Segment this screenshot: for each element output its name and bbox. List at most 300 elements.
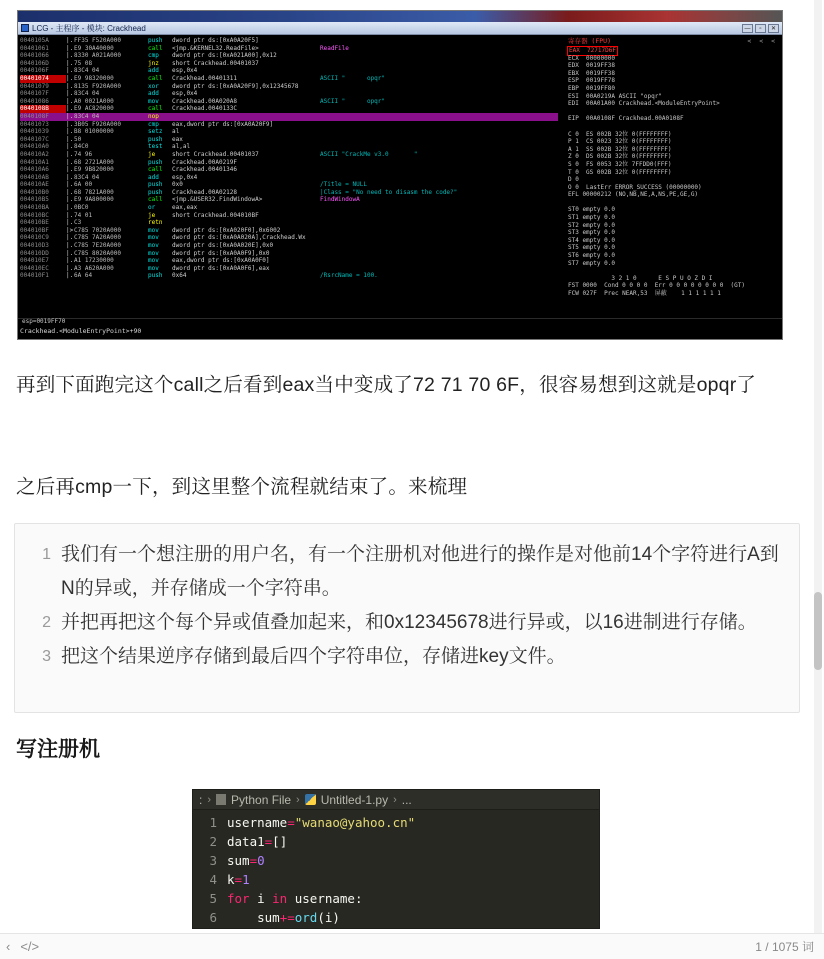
instruction-bytes: 75 08 — [74, 59, 93, 67]
registers-header — [566, 37, 780, 47]
instruction-operands: short Crackhead.00401037 — [172, 150, 259, 158]
flow-marker: |. — [66, 67, 74, 75]
minimize-button[interactable]: — — [742, 24, 753, 33]
register-line[interactable]: A 1 SS 002B 32位 0(FFFFFFFF) — [568, 145, 672, 153]
register-line[interactable]: EBX 0019FF38 — [568, 69, 615, 77]
code-line[interactable] — [193, 851, 599, 870]
flow-marker: |. — [66, 150, 74, 158]
instruction-address: 0040107C — [20, 135, 49, 143]
code-token: += — [279, 910, 295, 925]
register-line[interactable]: T 0 GS 002B 32位 0(FFFFFFFF) — [568, 168, 672, 176]
disassembly-comment — [320, 250, 558, 258]
code-line[interactable] — [193, 832, 599, 851]
instruction-address: 004010BF — [20, 226, 49, 234]
disassembly-comment: /RsrcName = 100. — [320, 272, 378, 280]
window-controls[interactable] — [742, 24, 782, 33]
instruction-mnemonic: mov — [148, 249, 159, 257]
instruction-address: 0040106D — [20, 59, 49, 67]
instruction-operands: dword ptr ds:[0xA0A20F9],0x12345678 — [172, 82, 299, 90]
heading-write-keygen: 写注册机 — [16, 738, 100, 761]
instruction-bytes: E9 AC820000 — [74, 105, 114, 113]
register-line[interactable]: EBP 0019FF80 — [568, 84, 615, 92]
flow-marker: |. — [66, 112, 74, 120]
step-text: 并把再把这个每个异或值叠加起来，和0x12345678进行异或，以16进制进行存储。 — [61, 612, 757, 633]
instruction-address: 004010BE — [20, 219, 49, 227]
code-token: = — [264, 834, 273, 849]
instruction-mnemonic: push — [148, 135, 163, 143]
page-scrollbar-thumb[interactable] — [814, 592, 822, 670]
code-line-number: 2 — [209, 834, 217, 849]
instruction-address: 004010F1 — [20, 272, 49, 280]
instruction-mnemonic: mov — [148, 234, 159, 242]
register-line[interactable] — [566, 123, 780, 131]
instruction-bytes: 74 96 — [74, 150, 93, 158]
code-line-number: 1 — [209, 815, 217, 830]
instruction-operands: Crackhead.0040133C — [172, 105, 238, 113]
step-item — [42, 606, 781, 640]
status-bar-left[interactable] — [0, 939, 39, 954]
code-icon[interactable]: </> — [20, 939, 40, 954]
instruction-bytes: E9 9B820000 — [74, 166, 114, 174]
flow-marker: |. — [66, 242, 74, 250]
instruction-address: 00401086 — [20, 97, 49, 105]
instruction-mnemonic: push — [148, 181, 163, 189]
flow-marker: |. — [66, 234, 74, 242]
code-token: "wanao@yahoo.cn" — [294, 815, 416, 830]
register-line[interactable]: FCW 027F Prec NEAR,53 屏蔽 1 1 1 1 1 1 — [568, 290, 721, 297]
register-line[interactable]: EIP 00A0108F Crackhead.00A0108F — [568, 115, 684, 123]
instruction-operands: <jmp.&USER32.FindWindowA> — [172, 196, 263, 204]
register-line[interactable]: ST1 empty 0.0 — [568, 214, 615, 222]
disassembly-comment: ASCII "CrackMe v3.0 " — [320, 150, 418, 158]
disassembly-comment — [320, 113, 558, 121]
instruction-mnemonic: call — [148, 196, 163, 204]
code-line-number: 6 — [209, 910, 217, 925]
disassembly-comment — [320, 234, 558, 242]
instruction-bytes: 3B05 F920A000 — [74, 120, 121, 128]
step-number: 3 — [42, 648, 51, 665]
instruction-address: 004010EC — [20, 264, 49, 272]
breadcrumb-overflow[interactable]: ... — [401, 792, 412, 807]
flow-marker: |. — [66, 272, 74, 280]
register-line[interactable]: FST 0000 Cond 0 0 0 0 Err 0 0 0 0 0 0 0 0 (GT) — [568, 282, 746, 290]
instruction-bytes: C785 8020A000 — [74, 249, 121, 257]
disassembly-comment — [320, 105, 558, 113]
instruction-operands: al — [172, 128, 180, 136]
code-editor-lines[interactable] — [193, 810, 599, 927]
instruction-address: 00401039 — [20, 128, 49, 136]
register-line[interactable]: EDI 00A01A00 Crackhead.<ModuleEntryPoint> — [568, 100, 720, 108]
code-token: in — [272, 891, 288, 906]
debugger-window-title: LCG - 主程序 - 模块: Crackhead — [32, 23, 146, 33]
flow-marker: |. — [66, 52, 74, 60]
disassembly-comment: ASCII " opqr" — [320, 74, 386, 82]
register-line[interactable]: ST2 empty 0.0 — [568, 221, 615, 229]
instruction-bytes: 68 7821A000 — [74, 188, 114, 196]
instruction-mnemonic: push — [148, 188, 163, 196]
disassembly-comment — [320, 136, 558, 144]
instruction-operands: eax,eax — [172, 204, 198, 212]
instruction-address: 0040107F — [20, 90, 49, 98]
code-line-text — [227, 813, 415, 832]
debugger-status-line: esp=0019FF70 — [22, 318, 66, 325]
code-line-text — [227, 908, 340, 927]
instruction-address: 0040108F — [20, 112, 49, 120]
code-token: = — [287, 815, 295, 830]
code-line[interactable] — [193, 870, 599, 889]
code-token: = — [249, 853, 258, 868]
instruction-operands: al,al — [172, 143, 191, 151]
instruction-operands: <jmp.&KERNEL32.ReadFile> — [172, 44, 259, 52]
chevron-right-icon: › — [393, 793, 397, 806]
debugger-body — [18, 35, 782, 339]
instruction-bytes: 68 2721A000 — [74, 158, 114, 166]
disassembly-comment — [320, 128, 558, 136]
code-token: sum — [227, 853, 250, 868]
debugger-titlebar — [18, 22, 782, 35]
instruction-operands: Crackhead.00A02128 — [172, 188, 238, 196]
register-line[interactable]: ST7 empty 0.0 — [568, 259, 615, 267]
instruction-operands: esp,0x4 — [172, 67, 198, 75]
instruction-bytes: 6A 64 — [74, 272, 93, 280]
instruction-operands: 0x0 — [172, 181, 183, 189]
registers-nav-icons[interactable]: < < < — [747, 37, 777, 46]
instruction-mnemonic: push — [148, 272, 163, 280]
code-line-number: 3 — [209, 853, 217, 868]
flow-marker: |. — [66, 44, 74, 52]
register-line[interactable]: ST6 empty 0.0 — [568, 252, 615, 260]
instruction-mnemonic: call — [148, 74, 163, 82]
instruction-operands: Crackhead.00401346 — [172, 166, 238, 174]
instruction-bytes: E9 9A800000 — [74, 196, 114, 204]
instruction-operands: esp,0x4 — [172, 173, 198, 181]
instruction-mnemonic: mov — [148, 97, 159, 105]
maximize-button[interactable]: ▫ — [755, 24, 766, 33]
instruction-bytes: C785 7A20A000 — [74, 234, 121, 242]
disassembly-pane[interactable] — [20, 37, 558, 312]
disassembly-comment — [320, 166, 558, 174]
register-line[interactable]: ECX 00000000 — [568, 54, 615, 62]
instruction-address: 0040106F — [20, 67, 49, 75]
flow-marker: |. — [66, 257, 74, 265]
register-line[interactable]: 3 2 1 0 E S P U O Z D I — [568, 274, 713, 282]
breadcrumb-root[interactable]: : — [199, 792, 203, 807]
instruction-bytes: 74 01 — [74, 211, 93, 219]
paragraph-1: 再到下面跑完这个call之后看到eax当中变成了72 71 70 6F，很容易想到这就是opqr了 — [16, 374, 757, 396]
instruction-mnemonic: je — [148, 211, 156, 219]
chevron-right-icon: › — [296, 793, 300, 806]
instruction-address: 004010BA — [20, 204, 49, 212]
flow-marker: |. — [66, 211, 74, 219]
instruction-bytes: 0BC0 — [74, 204, 89, 212]
code-token: (i) — [317, 910, 340, 925]
instruction-mnemonic: call — [148, 105, 163, 113]
instruction-mnemonic: push — [148, 37, 163, 44]
close-button[interactable]: ✕ — [768, 24, 779, 33]
register-line[interactable]: ESI 00A0219A ASCII "opqr" — [568, 92, 662, 100]
instruction-operands: dword ptr ds:[0xA021A00],0x12 — [172, 52, 277, 60]
flow-marker: |. — [66, 37, 74, 44]
python-icon — [305, 794, 316, 805]
instruction-bytes: A0 0021A000 — [74, 97, 114, 105]
instruction-address: 004010A6 — [20, 166, 49, 174]
code-token: 0 — [257, 853, 265, 868]
register-line[interactable] — [566, 267, 780, 275]
editor-breadcrumb[interactable] — [193, 790, 599, 810]
code-token: 1 — [242, 872, 250, 887]
flow-marker: |> — [66, 226, 74, 234]
code-line[interactable] — [193, 813, 599, 832]
register-line[interactable]: EDX 0019FF38 — [568, 62, 615, 70]
register-eax-highlight: EAX 72717D6F — [569, 47, 616, 54]
flow-marker: |. — [66, 90, 74, 98]
flow-marker: |. — [66, 128, 74, 136]
flow-marker: |. — [66, 82, 74, 90]
instruction-bytes: A3 A620A000 — [74, 264, 114, 272]
instruction-bytes: 84C0 — [74, 143, 89, 151]
instruction-operands: eax — [172, 135, 183, 143]
instruction-operands: short Crackhead.00401037 — [172, 59, 259, 67]
flow-marker: |. — [66, 181, 74, 189]
instruction-bytes: 6A 00 — [74, 181, 93, 189]
instruction-address: 004010DD — [20, 249, 49, 257]
step-number: 2 — [42, 614, 51, 631]
instruction-mnemonic: mov — [148, 242, 159, 250]
disassembly-comment: |Class = "No need to disasm the code?" — [320, 188, 458, 196]
step-item — [42, 538, 781, 606]
instruction-operands: esp,0x4 — [172, 90, 198, 98]
instruction-operands: dword ptr ds:[0xA0A020A],Crackhead.Wx — [172, 234, 306, 242]
disassembly-comment — [320, 67, 558, 75]
instruction-mnemonic: mov — [148, 257, 159, 265]
instruction-mnemonic: call — [148, 44, 163, 52]
code-line-number: 4 — [209, 872, 217, 887]
flow-marker: |. — [66, 74, 74, 82]
disassembly-comments-column — [320, 37, 558, 280]
register-line[interactable]: Z 0 DS 002B 32位 0(FFFFFFFF) — [568, 153, 672, 161]
code-line[interactable] — [193, 908, 599, 927]
instruction-operands: dword ptr ds:[0xA0A020E],0x0 — [172, 242, 274, 250]
flow-marker: |. — [66, 249, 74, 257]
register-line[interactable] — [566, 108, 780, 116]
instruction-address: 004010B0 — [20, 188, 49, 196]
instruction-mnemonic: cmp — [148, 52, 159, 60]
code-token: sum — [227, 910, 280, 925]
code-line[interactable] — [193, 889, 599, 908]
steps-callout — [14, 523, 800, 713]
app-icon — [21, 24, 29, 32]
instruction-mnemonic: retn — [148, 219, 163, 227]
instruction-mnemonic: jnz — [148, 59, 159, 67]
debugger-toolbar-strip — [18, 11, 782, 22]
instruction-operands: dword ptr ds:[0xA0A0F9],0x0 — [172, 249, 270, 257]
step-text: 我们有一个想注册的用户名，有一个注册机对他进行的操作是对他前14个字符进行A到N的异或，并存储成一个字符串。 — [61, 544, 779, 599]
instruction-mnemonic: je — [148, 150, 156, 158]
disassembly-comment — [320, 52, 558, 60]
register-line[interactable]: ST3 empty 0.0 — [568, 229, 615, 237]
instruction-address: 0040108B — [20, 105, 66, 113]
register-line[interactable]: O 0 LastErr ERROR_SUCCESS (00000000) — [568, 183, 702, 191]
instruction-operands: Crackhead.00A0219F — [172, 158, 238, 166]
code-token: ord — [294, 910, 318, 925]
debugger-footer: Crackhead.<ModuleEntryPoint>+90 — [20, 327, 142, 335]
page-scrollbar-track[interactable] — [814, 0, 822, 940]
instruction-operands: eax,dword ptr ds:[0xA0A20F9] — [172, 120, 274, 128]
instruction-address: 00401066 — [20, 52, 49, 60]
register-line[interactable]: ST0 empty 0.0 — [568, 206, 615, 214]
disassembly-comment: /Title = NULL — [320, 181, 367, 189]
register-line[interactable]: ST5 empty 0.0 — [568, 244, 615, 252]
instruction-address: 00401073 — [20, 120, 49, 128]
flow-marker: |. — [66, 188, 74, 196]
code-token: i — [249, 891, 273, 906]
code-line-text — [227, 832, 287, 851]
instruction-address: 00401061 — [20, 44, 49, 52]
instruction-mnemonic: call — [148, 166, 163, 174]
instruction-address: 004010A2 — [20, 150, 49, 158]
instruction-bytes: FF35 F520A000 — [74, 37, 121, 44]
code-line-text — [227, 889, 362, 908]
code-token: for — [227, 891, 250, 906]
disassembly-comment — [320, 227, 558, 235]
code-line-text — [227, 870, 250, 889]
instruction-mnemonic: xor — [148, 82, 159, 90]
paragraph-2: 之后再cmp一下，到这里整个流程就结束了。来梳理 — [16, 476, 468, 498]
flow-marker: |. — [66, 204, 74, 212]
flow-marker: |. — [66, 105, 74, 113]
instruction-operands: short Crackhead.004010BF — [172, 211, 259, 219]
disassembly-comment — [320, 90, 558, 98]
instruction-operands: dword ptr ds:[0xA0A0F6],eax — [172, 264, 270, 272]
disassembly-comment: ReadFile — [320, 44, 349, 52]
register-line[interactable]: EFL 00000212 (NO,NB,NE,A,NS,PE,GE,G) — [568, 191, 699, 199]
instruction-mnemonic: add — [148, 67, 159, 75]
disassembly-comment — [320, 257, 558, 265]
disassembly-comment — [320, 60, 558, 68]
flow-marker: |. — [66, 196, 74, 204]
code-line-number: 5 — [209, 891, 217, 906]
instruction-address: 004010E7 — [20, 257, 49, 265]
step-number: 1 — [42, 546, 51, 563]
step-item — [42, 640, 781, 674]
instruction-address: 004010BC — [20, 211, 49, 219]
flow-marker: |. — [66, 158, 74, 166]
register-line[interactable]: D 0 — [568, 176, 579, 184]
instruction-mnemonic: nop — [148, 112, 159, 120]
code-token: [] — [272, 834, 288, 849]
code-token: username: — [287, 891, 363, 906]
instruction-bytes: A1 17230000 — [74, 257, 114, 265]
breadcrumb-filename[interactable]: Untitled-1.py — [320, 792, 389, 807]
code-line-text — [227, 851, 265, 870]
instruction-bytes: 83C4 04 — [74, 90, 100, 98]
instruction-address: 004010D3 — [20, 242, 49, 250]
instruction-address: 004010A0 — [20, 143, 49, 151]
instruction-operands: 0x64 — [172, 272, 187, 280]
code-token: k — [227, 872, 235, 887]
instruction-mnemonic: add — [148, 173, 159, 181]
disassembly-comment — [320, 121, 558, 129]
code-token: username — [227, 815, 288, 830]
disassembly-comment: FindWindowA — [320, 196, 360, 204]
disassembly-comment — [320, 143, 558, 151]
code-screenshot — [192, 789, 600, 929]
instruction-mnemonic: setz — [148, 128, 163, 136]
word-count: 1 / 1075 词 — [755, 940, 814, 954]
instruction-bytes: 50 — [74, 135, 82, 143]
instruction-address: 004010AE — [20, 181, 49, 189]
registers-title: 寄存器 (FPU) — [568, 37, 611, 46]
instruction-mnemonic: or — [148, 204, 156, 212]
instruction-address: 004010C9 — [20, 234, 49, 242]
flow-marker: |. — [66, 120, 74, 128]
instruction-address: 00401079 — [20, 82, 49, 90]
instruction-operands: Crackhead.00401311 — [172, 74, 238, 82]
instruction-bytes: 83C4 04 — [74, 67, 100, 75]
instruction-bytes: E9 98320000 — [74, 74, 114, 82]
instruction-bytes: C785 7020A000 — [74, 226, 121, 234]
instruction-address: 00401074 — [20, 75, 66, 83]
flow-marker: |. — [66, 173, 74, 181]
disassembly-comment — [320, 159, 558, 167]
instruction-mnemonic: cmp — [148, 120, 159, 128]
disassembly-comment — [320, 242, 558, 250]
instruction-mnemonic: mov — [148, 264, 159, 272]
flow-marker: |. — [66, 97, 74, 105]
instruction-mnemonic: push — [148, 158, 163, 166]
registers-pane[interactable] — [566, 37, 780, 312]
disassembly-comment — [320, 212, 558, 220]
instruction-bytes: B8 01000000 — [74, 128, 114, 136]
register-line[interactable] — [566, 47, 780, 55]
disassembly-comment — [320, 265, 558, 273]
steps-list — [15, 524, 799, 688]
flow-marker: |. — [66, 59, 74, 67]
instruction-mnemonic: test — [148, 143, 163, 151]
status-bar — [0, 933, 824, 959]
instruction-mnemonic: add — [148, 90, 159, 98]
instruction-bytes: 83C4 04 — [74, 173, 100, 181]
breadcrumb-filetype[interactable]: Python File — [231, 792, 292, 807]
instruction-bytes: 8135 F920A000 — [74, 82, 121, 90]
disassembly-comment — [320, 204, 558, 212]
step-text: 把这个结果逆序存储到最后四个字符串位，存储进key文件。 — [61, 646, 566, 667]
instruction-operands: dword ptr ds:[0xA0A20F5] — [172, 37, 259, 44]
register-line[interactable]: ST4 empty 0.0 — [568, 236, 615, 244]
flow-marker: |. — [66, 264, 74, 272]
instruction-operands: eax,dword ptr ds:[0xA0A0F0] — [172, 257, 270, 265]
instruction-address: 004010AB — [20, 173, 49, 181]
chevron-right-icon: › — [207, 793, 212, 806]
instruction-bytes: 83C4 04 — [74, 112, 100, 120]
register-line[interactable]: S 0 FS 0053 32位 7FFDD0(FFF) — [568, 160, 672, 168]
register-line[interactable]: ESP 0019FF78 — [568, 77, 615, 85]
instruction-bytes: C3 — [74, 219, 82, 227]
instruction-operands: dword ptr ds:[0xA020F0],0x6002 — [172, 226, 281, 234]
instruction-address: 004010B5 — [20, 196, 49, 204]
instruction-operands: Crackhead.00A020A8 — [172, 97, 238, 105]
disassembly-comment — [320, 83, 558, 91]
code-token: = — [234, 872, 243, 887]
register-line[interactable]: C 0 ES 002B 32位 0(FFFFFFFF) — [568, 130, 672, 138]
register-line[interactable] — [566, 199, 780, 207]
prev-icon[interactable]: ‹ — [6, 939, 11, 954]
flow-marker: |. — [66, 143, 74, 151]
flow-marker: |. — [66, 135, 74, 143]
instruction-bytes: C785 7E20A000 — [74, 242, 121, 250]
register-line[interactable]: P 1 CS 0023 32位 0(FFFFFFFF) — [568, 138, 672, 146]
instruction-bytes: 8330 A021A000 — [74, 52, 121, 60]
